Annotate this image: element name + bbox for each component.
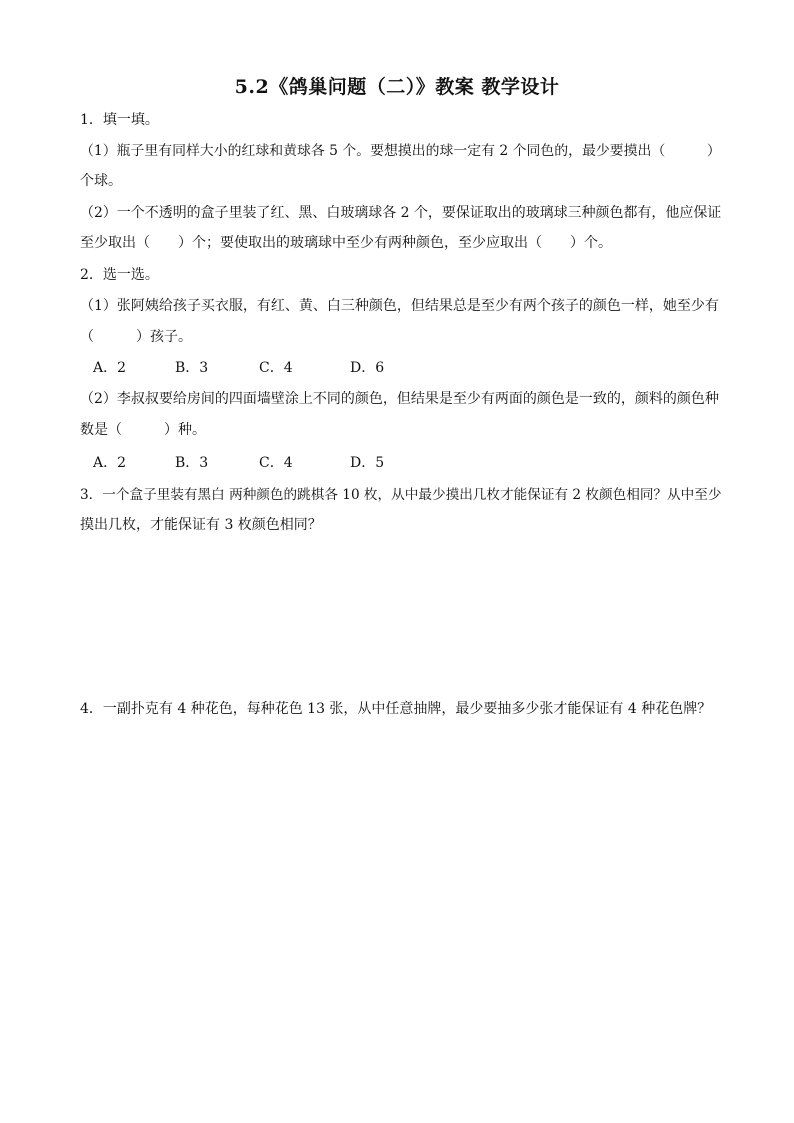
q1-part1-line1: （1）瓶子里有同样大小的红球和黄球各 5 个。要想摸出的球一定有 2 个同色的，最少要摸出（ ） bbox=[80, 143, 721, 159]
q3-line2: 摸出几枚，才能保证有 3 枚颜色相同？ bbox=[80, 517, 322, 533]
q1-heading: 1．填一填。 bbox=[80, 112, 159, 128]
q2-part1-option-a: A．2 bbox=[93, 360, 127, 376]
q2-part2-option-d: D．5 bbox=[350, 455, 385, 471]
q2-part2-line1: （2）李叔叔要给房间的四面墙壁涂上不同的颜色，但结果是至少有两面的颜色是一致的，颜料的颜色种 bbox=[80, 391, 719, 407]
q2-part2-line2: 数是（ ）种。 bbox=[80, 422, 206, 438]
q2-part1-option-d: D．6 bbox=[350, 360, 385, 376]
q2-part1-option-b: B．3 bbox=[175, 360, 209, 376]
q2-part1-option-c: C．4 bbox=[259, 360, 293, 376]
q2-part1-line1: （1）张阿姨给孩子买衣服，有红、黄、白三种颜色，但结果总是至少有两个孩子的颜色一样，她至少有 bbox=[80, 298, 719, 314]
document-title: 5.2《鸽巢问题（二）》教案 教学设计 bbox=[234, 76, 560, 98]
q3-line1: 3．一个盒子里装有黑白 两种颜色的跳棋各 10 枚，从中最少摸出几枚才能保证有 2 枚颜色相同？从中至少 bbox=[80, 487, 722, 503]
q2-part2-options bbox=[93, 452, 384, 472]
q2-part2-option-a: A．2 bbox=[93, 455, 127, 471]
q2-part1-options bbox=[93, 357, 384, 377]
q2-part1-line2: （ ）孩子。 bbox=[80, 329, 192, 345]
q4-line1: 4．一副扑克有 4 种花色，每种花色 13 张，从中任意抽牌，最少要抽多少张才能保证有 4 种花色牌？ bbox=[80, 701, 712, 717]
q2-part2-option-c: C．4 bbox=[259, 455, 293, 471]
q1-part2-line1: （2）一个不透明的盒子里装了红、黑、白玻璃球各 2 个，要保证取出的玻璃球三种颜色都有，他应保证 bbox=[80, 205, 722, 221]
q1-part2-line2: 至少取出（ ）个；要使取出的玻璃球中至少有两种颜色，至少应取出（ ）个。 bbox=[80, 235, 612, 251]
q2-part2-option-b: B．3 bbox=[175, 455, 209, 471]
q1-part1-line2: 个球。 bbox=[80, 173, 122, 189]
q2-heading: 2．选一选。 bbox=[80, 267, 159, 283]
